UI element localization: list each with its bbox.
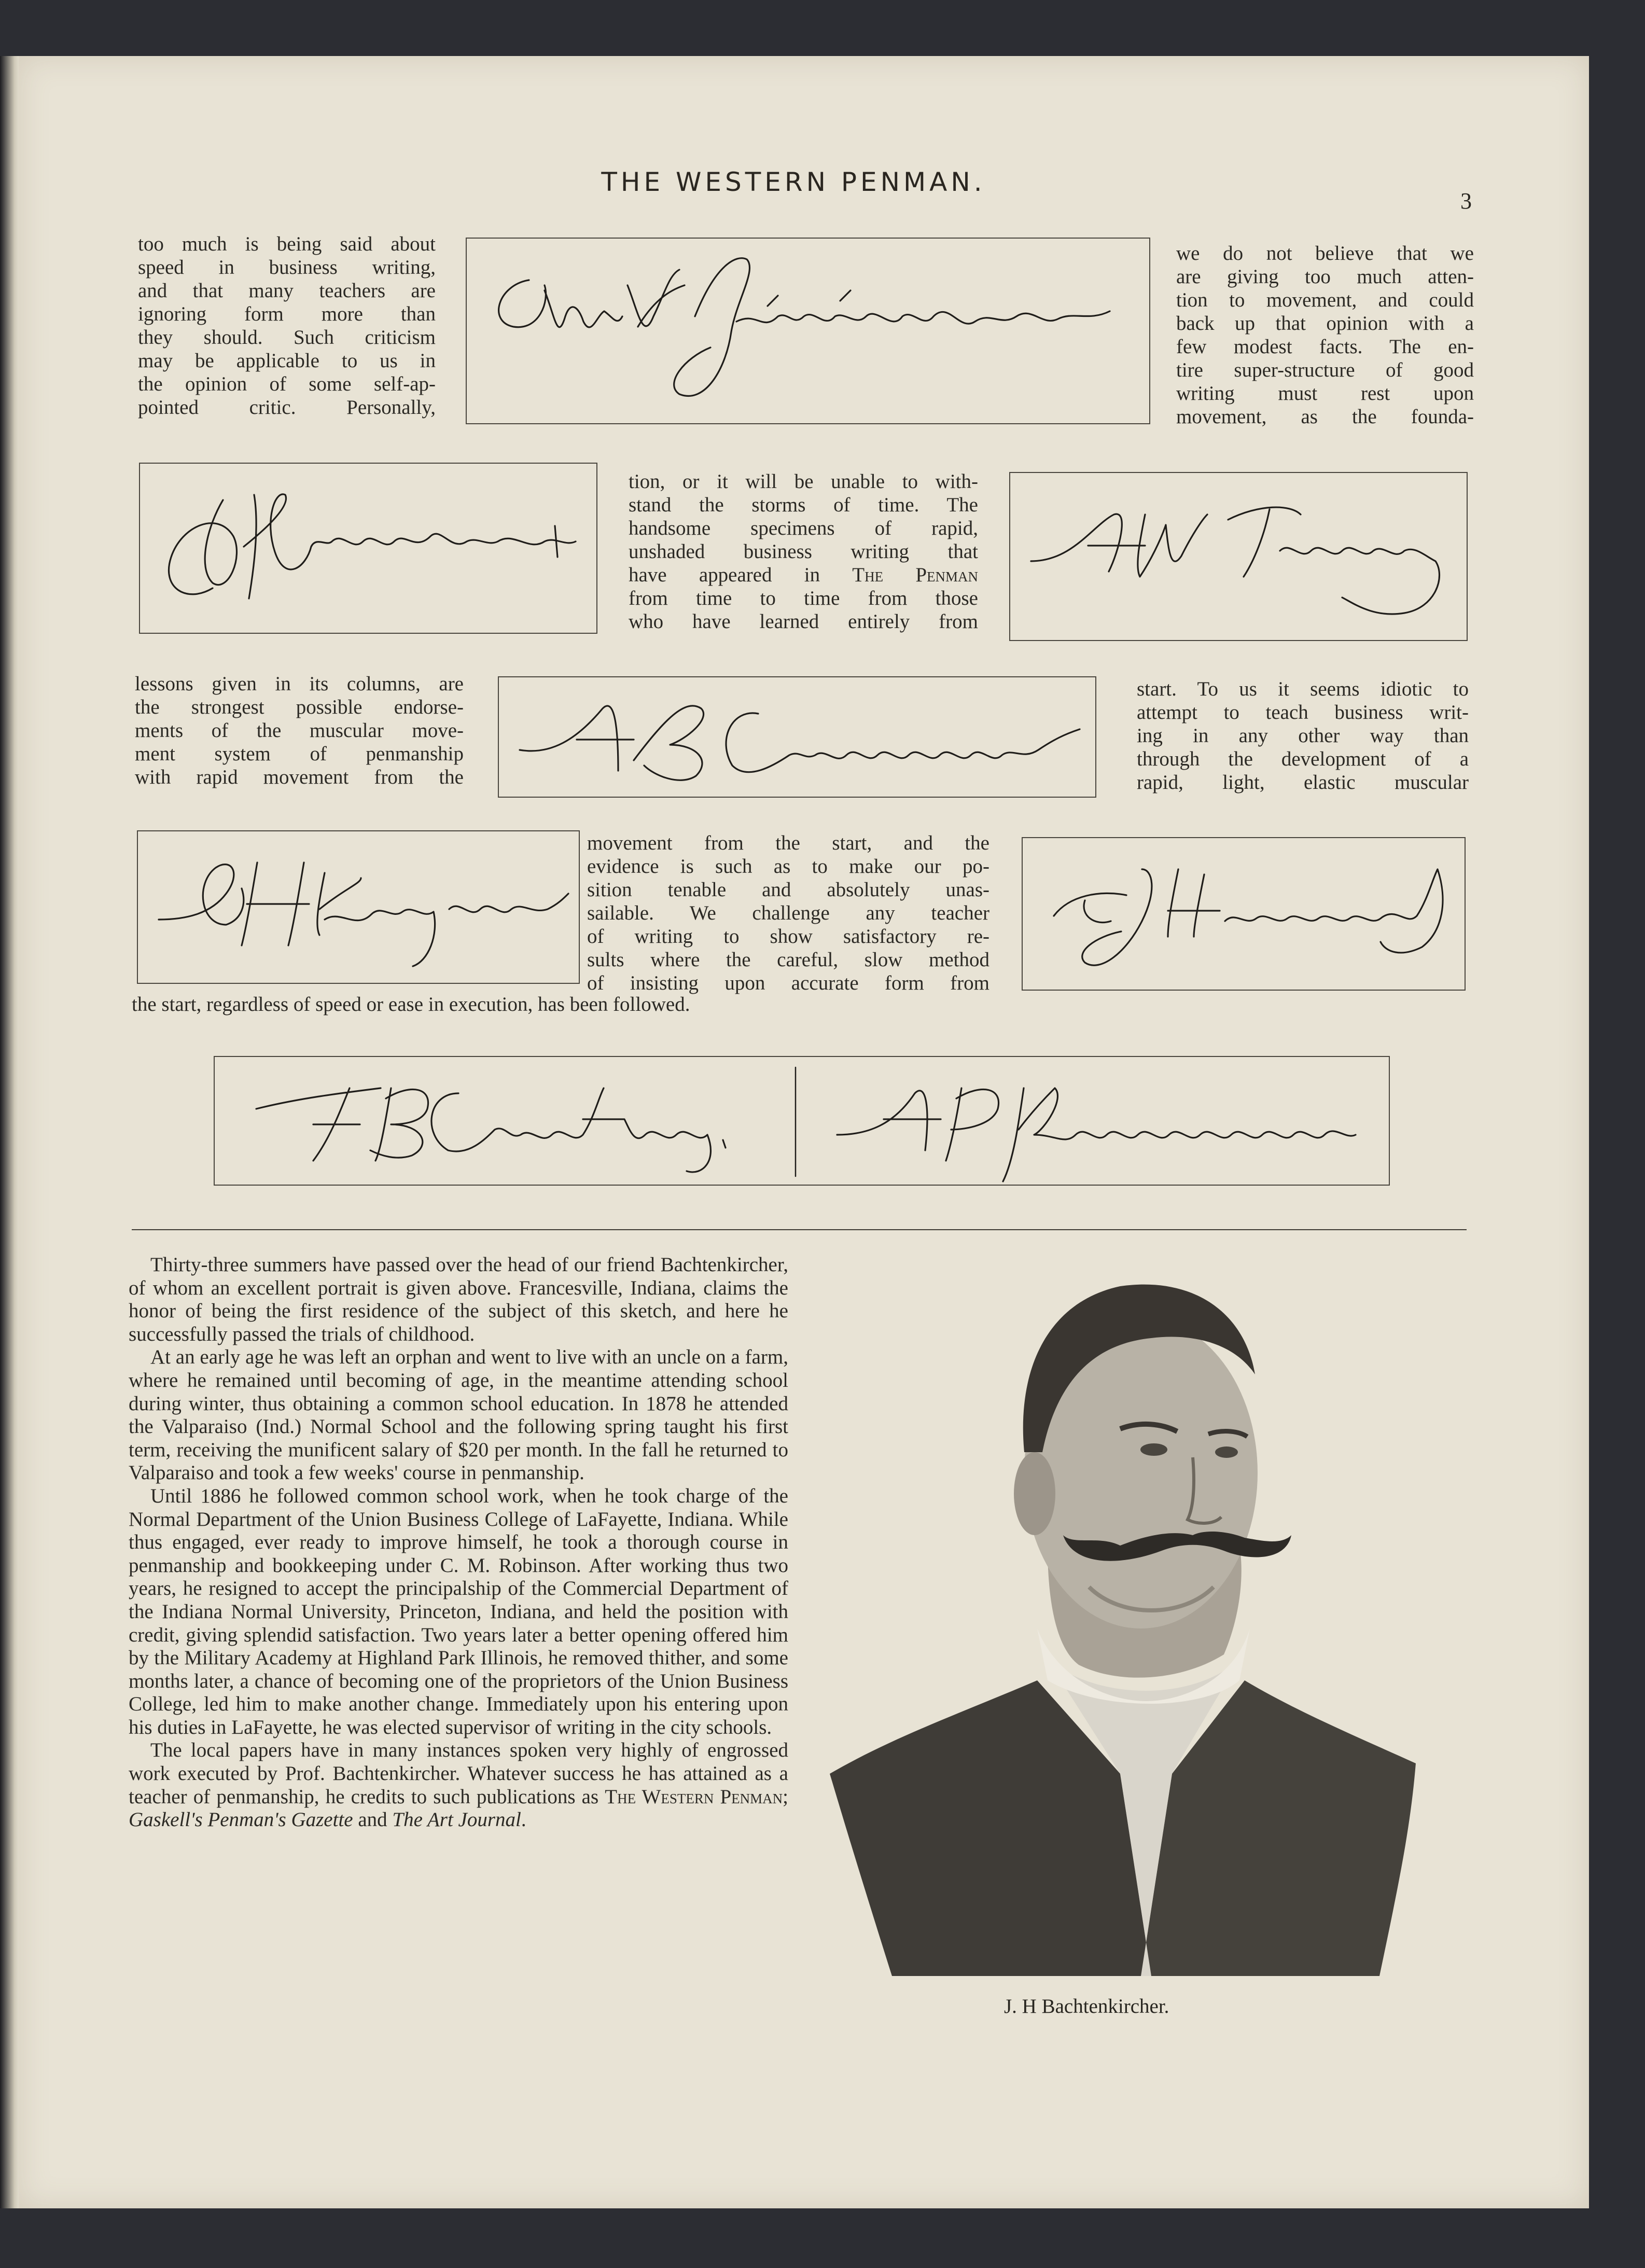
editorial-col-4 bbox=[135, 672, 464, 789]
text-line: have appeared in The Penman bbox=[629, 564, 978, 586]
text-line: ignoring form more than bbox=[138, 303, 436, 325]
text-line: of writing to show satisfactory re- bbox=[587, 925, 989, 948]
text-line: stand the storms of time. The bbox=[629, 494, 978, 516]
section-divider bbox=[132, 1229, 1467, 1230]
signature-goodwin bbox=[139, 463, 597, 634]
text-line: sailable. We challenge any teacher bbox=[587, 902, 989, 924]
signature-hammond bbox=[1022, 837, 1466, 991]
text-line: few modest facts. The en- bbox=[1176, 336, 1474, 358]
biography-article bbox=[129, 1254, 788, 1832]
text-line: handsome specimens of rapid, bbox=[629, 517, 978, 539]
text-line: and that many teachers are bbox=[138, 280, 436, 302]
book-spine bbox=[0, 56, 21, 2208]
text-line: ing in any other way than bbox=[1137, 725, 1469, 747]
article-paragraph: The local papers have in many instances spoken very highly of engrossed work executed by Prof. Bachtenkircher. Whatever success he has attained as a teacher of penmanship, he credits to such publications as The Western Penman; Gaskell's Penman's Gazette and The Art Journal. bbox=[129, 1739, 789, 1831]
text-line: sults where the careful, slow method bbox=[587, 949, 989, 971]
editorial-col-5 bbox=[1137, 677, 1469, 794]
portrait-caption: J. H Bachtenkircher. bbox=[1004, 1995, 1169, 2017]
publication-name: The Western Penman bbox=[605, 1785, 783, 1808]
text-line: attempt to teach business writ- bbox=[1137, 701, 1469, 723]
text-line: writing must rest upon bbox=[1176, 382, 1474, 405]
text-line: may be applicable to us in bbox=[138, 350, 436, 372]
text-line: evidence is such as to make our po- bbox=[587, 855, 989, 878]
text-line: lessons given in its columns, are bbox=[135, 673, 464, 695]
text-line: too much is being said about bbox=[138, 233, 436, 255]
text-line: movement from the start, and the bbox=[587, 832, 989, 854]
page-number: 3 bbox=[1460, 188, 1472, 214]
text-line: ment system of penmanship bbox=[135, 743, 464, 765]
signature-cushman bbox=[498, 676, 1096, 798]
text-line: back up that opinion with a bbox=[1176, 312, 1474, 335]
editorial-col-2 bbox=[1176, 242, 1474, 428]
signature-farmer bbox=[1009, 472, 1468, 641]
text-line: of insisting upon accurate form from bbox=[587, 972, 989, 994]
text-line: we do not believe that we bbox=[1176, 242, 1474, 265]
editorial-col-3 bbox=[629, 470, 978, 633]
signature-courtney-behrensmeyer bbox=[214, 1056, 1390, 1186]
editorial-col-1 bbox=[138, 232, 436, 419]
editorial-closing-line: the start, regardless of speed or ease in execution, has been followed. bbox=[132, 993, 690, 1015]
signature-smithson bbox=[466, 238, 1150, 424]
text-line: movement, as the founda- bbox=[1176, 406, 1474, 428]
editorial-col-6 bbox=[587, 831, 989, 995]
text-line: are giving too much atten- bbox=[1176, 266, 1474, 288]
text-line: tion to movement, and could bbox=[1176, 289, 1474, 311]
text-line: they should. Such criticism bbox=[138, 326, 436, 349]
running-header: THE WESTERN PENMAN. bbox=[601, 167, 986, 197]
text-line: from time to time from those bbox=[629, 587, 978, 609]
publication-name: The Art Journal bbox=[392, 1808, 521, 1831]
publication-name: The Penman bbox=[852, 564, 978, 586]
text-line: ments of the muscular move- bbox=[135, 719, 464, 742]
text-line: sition tenable and absolutely unas- bbox=[587, 879, 989, 901]
article-paragraph: At an early age he was left an orphan and went to live with an uncle on a farm, where he remained until becoming of age, in the meantime attending school during winter, thus obtaining a common school education. In 1878 he attended the Valparaiso (Ind.) Normal School and the following spring taught his first term, receiving the munificent salary of $20 per month. In the fall he returned to Valparaiso and took a few weeks' course in penmanship. bbox=[129, 1346, 788, 1484]
text-line: the strongest possible endorse- bbox=[135, 696, 464, 718]
text-line: speed in business writing, bbox=[138, 256, 436, 279]
text-line: who have learned entirely from bbox=[629, 610, 978, 633]
text-line: tire super-structure of good bbox=[1176, 359, 1474, 381]
text-line: pointed critic. Personally, bbox=[138, 396, 436, 419]
text-line: unshaded business writing that bbox=[629, 540, 978, 563]
portrait-image bbox=[830, 1255, 1431, 1976]
article-paragraph: Until 1886 he followed common school work, when he took charge of the Normal Department of the Union Business College of LaFayette, Indiana. While thus engaged, ever ready to improve himself, he took a thorough course in penmanship and bookkeeping under C. M. Robinson. After working thus two years, he resigned to accept the principalship of the Commercial Department of the Indiana Normal University, Princeton, Indiana, and held the position with credit, giving splendid satisfaction. Two years later a better opening offered him by the Military Academy at Highland Park Illinois, he removed thither, and some months later, a chance of becoming one of the proprietors of the Union Business College, led him to make another change. Immediately upon his entering upon his duties in LaFayette, he was elected supervisor of writing in the city schools. bbox=[129, 1484, 788, 1738]
signature-kenyon bbox=[137, 830, 580, 984]
article-paragraph: Thirty-three summers have passed over the head of our friend Bachtenkircher, of whom an excellent portrait is given above. Francesville, Indiana, claims the honor of being the first residence of the subject of this sketch, and here he successfully passed the trials of childhood. bbox=[129, 1254, 788, 1345]
text-line: with rapid movement from the bbox=[135, 766, 464, 788]
publication-name: Gaskell's Penman's Gazette bbox=[129, 1808, 353, 1831]
text-line: tion, or it will be unable to with- bbox=[629, 470, 978, 493]
text-line: the opinion of some self-ap- bbox=[138, 373, 436, 395]
text-line: rapid, light, elastic muscular bbox=[1137, 771, 1469, 794]
text-line: start. To us it seems idiotic to bbox=[1137, 678, 1469, 700]
text-line: through the development of a bbox=[1137, 748, 1469, 770]
